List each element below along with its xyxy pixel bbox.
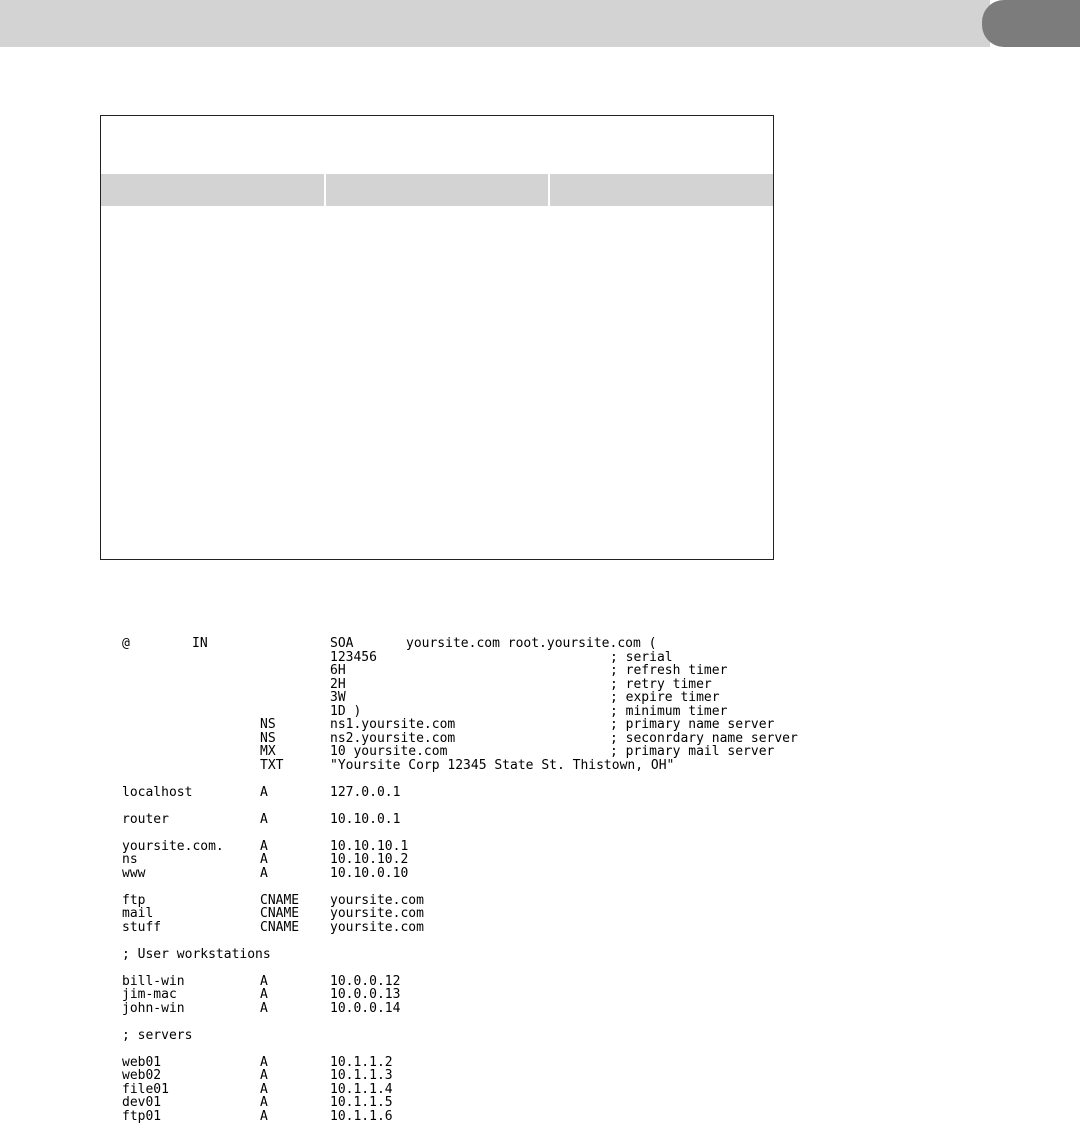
record-name: localhost: [122, 784, 193, 800]
zone-record-line: [122, 813, 798, 827]
record-value: 10.1.1.6: [330, 1108, 393, 1124]
record-name: www: [122, 865, 146, 881]
record-name: jim-mac: [122, 987, 177, 1002]
zone-record-line: [122, 718, 798, 732]
record-name: bill-win: [122, 973, 185, 989]
indent: [122, 759, 260, 773]
record-value: "Yoursite Corp 12345 State St. Thistown, OH": [330, 757, 675, 773]
zone-record-line: [122, 732, 798, 746]
record-comment: ; seconrdary name server: [610, 730, 798, 746]
record-class: IN: [192, 636, 208, 651]
zone-record-line: [122, 853, 798, 867]
record-value: 10.10.0.1: [330, 811, 401, 827]
zone-record-line: [122, 1069, 798, 1083]
record-value: 10.10.10.1: [330, 838, 409, 854]
zone-record-line: [122, 988, 798, 1002]
soa-field-value: 6H: [330, 663, 346, 678]
record-name: mail: [122, 906, 154, 921]
record-name: @: [122, 636, 130, 651]
record-type: A: [260, 852, 268, 867]
soa-field-line: [122, 678, 798, 692]
record-value: yoursite.com: [330, 906, 424, 921]
record-type: TXT: [260, 757, 284, 773]
indent: [122, 691, 330, 705]
zone-record-line: [122, 975, 798, 989]
record-value: 127.0.0.1: [330, 784, 401, 800]
record-type: A: [260, 1081, 268, 1097]
soa-field-value: 123456: [330, 649, 377, 665]
record-value: 10.0.0.13: [330, 987, 401, 1002]
record-value: 10.10.0.10: [330, 865, 409, 881]
zone-record-line: [122, 786, 798, 800]
record-value: 10.0.0.12: [330, 973, 401, 989]
record-type: A: [260, 1095, 268, 1110]
record-value: 10.1.1.3: [330, 1068, 393, 1083]
record-type: A: [260, 1108, 268, 1124]
record-value: 10 yoursite.com: [330, 744, 448, 759]
indent: [122, 651, 330, 665]
zone-record-line: [122, 921, 798, 935]
soa-field-line: [122, 664, 798, 678]
record-comment: ; primary mail server: [610, 744, 775, 759]
zone-record-line: [122, 867, 798, 881]
record-value: yoursite.com: [330, 892, 424, 908]
record-type: A: [260, 987, 268, 1002]
record-type: A: [260, 973, 268, 989]
record-type: A: [260, 1054, 268, 1070]
record-value: yoursite.com: [330, 919, 424, 935]
record-type: MX: [260, 744, 276, 759]
record-value: 10.10.10.2: [330, 852, 409, 867]
soa-line: [122, 637, 798, 651]
zone-record-line: [122, 759, 798, 773]
record-comment: ; primary name server: [610, 717, 775, 732]
soa-field-line: [122, 651, 798, 665]
indent: [122, 705, 330, 719]
record-value: 10.1.1.5: [330, 1095, 393, 1110]
soa-field-comment: ; minimum timer: [610, 703, 728, 719]
indent: [122, 745, 260, 759]
record-name: ns: [122, 852, 138, 867]
soa-field-line: [122, 705, 798, 719]
zone-record-line: [122, 1110, 798, 1124]
record-type: A: [260, 1000, 268, 1016]
record-type: NS: [260, 717, 276, 732]
table-header-cell: [550, 174, 773, 206]
zone-file-listing: [122, 637, 798, 1123]
record-value: ns2.yoursite.com: [330, 730, 456, 746]
indent: [122, 732, 260, 746]
empty-table-frame: [100, 115, 774, 560]
record-name: yoursite.com.: [122, 838, 224, 854]
record-name: stuff: [122, 919, 162, 935]
soa-field-value: 2H: [330, 676, 346, 692]
soa-field-line: [122, 691, 798, 705]
soa-field-comment: ; refresh timer: [610, 663, 728, 678]
soa-field-comment: ; serial: [610, 649, 673, 665]
record-type: NS: [260, 730, 276, 746]
table-header-cell: [101, 174, 326, 206]
corner-tab: [982, 0, 1080, 47]
record-type: CNAME: [260, 906, 300, 921]
zone-record-line: [122, 1083, 798, 1097]
record-name: web01: [122, 1054, 162, 1070]
zone-record-line: [122, 1096, 798, 1110]
record-type: A: [260, 784, 268, 800]
zone-record-line: [122, 745, 798, 759]
record-name: ftp: [122, 892, 146, 908]
record-value: 10.1.1.4: [330, 1081, 393, 1097]
top-banner: [0, 0, 990, 47]
record-value: 10.0.0.14: [330, 1000, 401, 1016]
record-name: dev01: [122, 1095, 162, 1110]
zone-record-line: [122, 894, 798, 908]
record-type: A: [260, 838, 268, 854]
table-header-cell: [326, 174, 550, 206]
record-type: CNAME: [260, 919, 300, 935]
record-name: ftp01: [122, 1108, 162, 1124]
record-name: file01: [122, 1081, 169, 1097]
record-name: router: [122, 811, 169, 827]
record-type: A: [260, 811, 268, 827]
record-value: 10.1.1.2: [330, 1054, 393, 1070]
soa-field-value: 1D ): [330, 703, 362, 719]
zone-record-line: [122, 840, 798, 854]
indent: [122, 718, 260, 732]
record-type: A: [260, 1068, 268, 1083]
indent: [122, 678, 330, 692]
indent: [122, 664, 330, 678]
record-type: A: [260, 865, 268, 881]
zone-comment: ; servers: [122, 1027, 193, 1043]
table-header-row: [101, 174, 773, 206]
soa-field-comment: ; retry timer: [610, 676, 712, 692]
zone-comment: ; User workstations: [122, 946, 271, 962]
record-name: web02: [122, 1068, 162, 1083]
record-name: john-win: [122, 1000, 185, 1016]
record-value: ns1.yoursite.com: [330, 717, 456, 732]
record-type: SOA: [330, 636, 354, 651]
zone-record-line: [122, 907, 798, 921]
zone-record-line: [122, 1002, 798, 1016]
record-data: yoursite.com root.yoursite.com (: [406, 636, 657, 651]
soa-field-value: 3W: [330, 690, 346, 705]
record-type: CNAME: [260, 892, 300, 908]
soa-field-comment: ; expire timer: [610, 690, 720, 705]
zone-record-line: [122, 1056, 798, 1070]
